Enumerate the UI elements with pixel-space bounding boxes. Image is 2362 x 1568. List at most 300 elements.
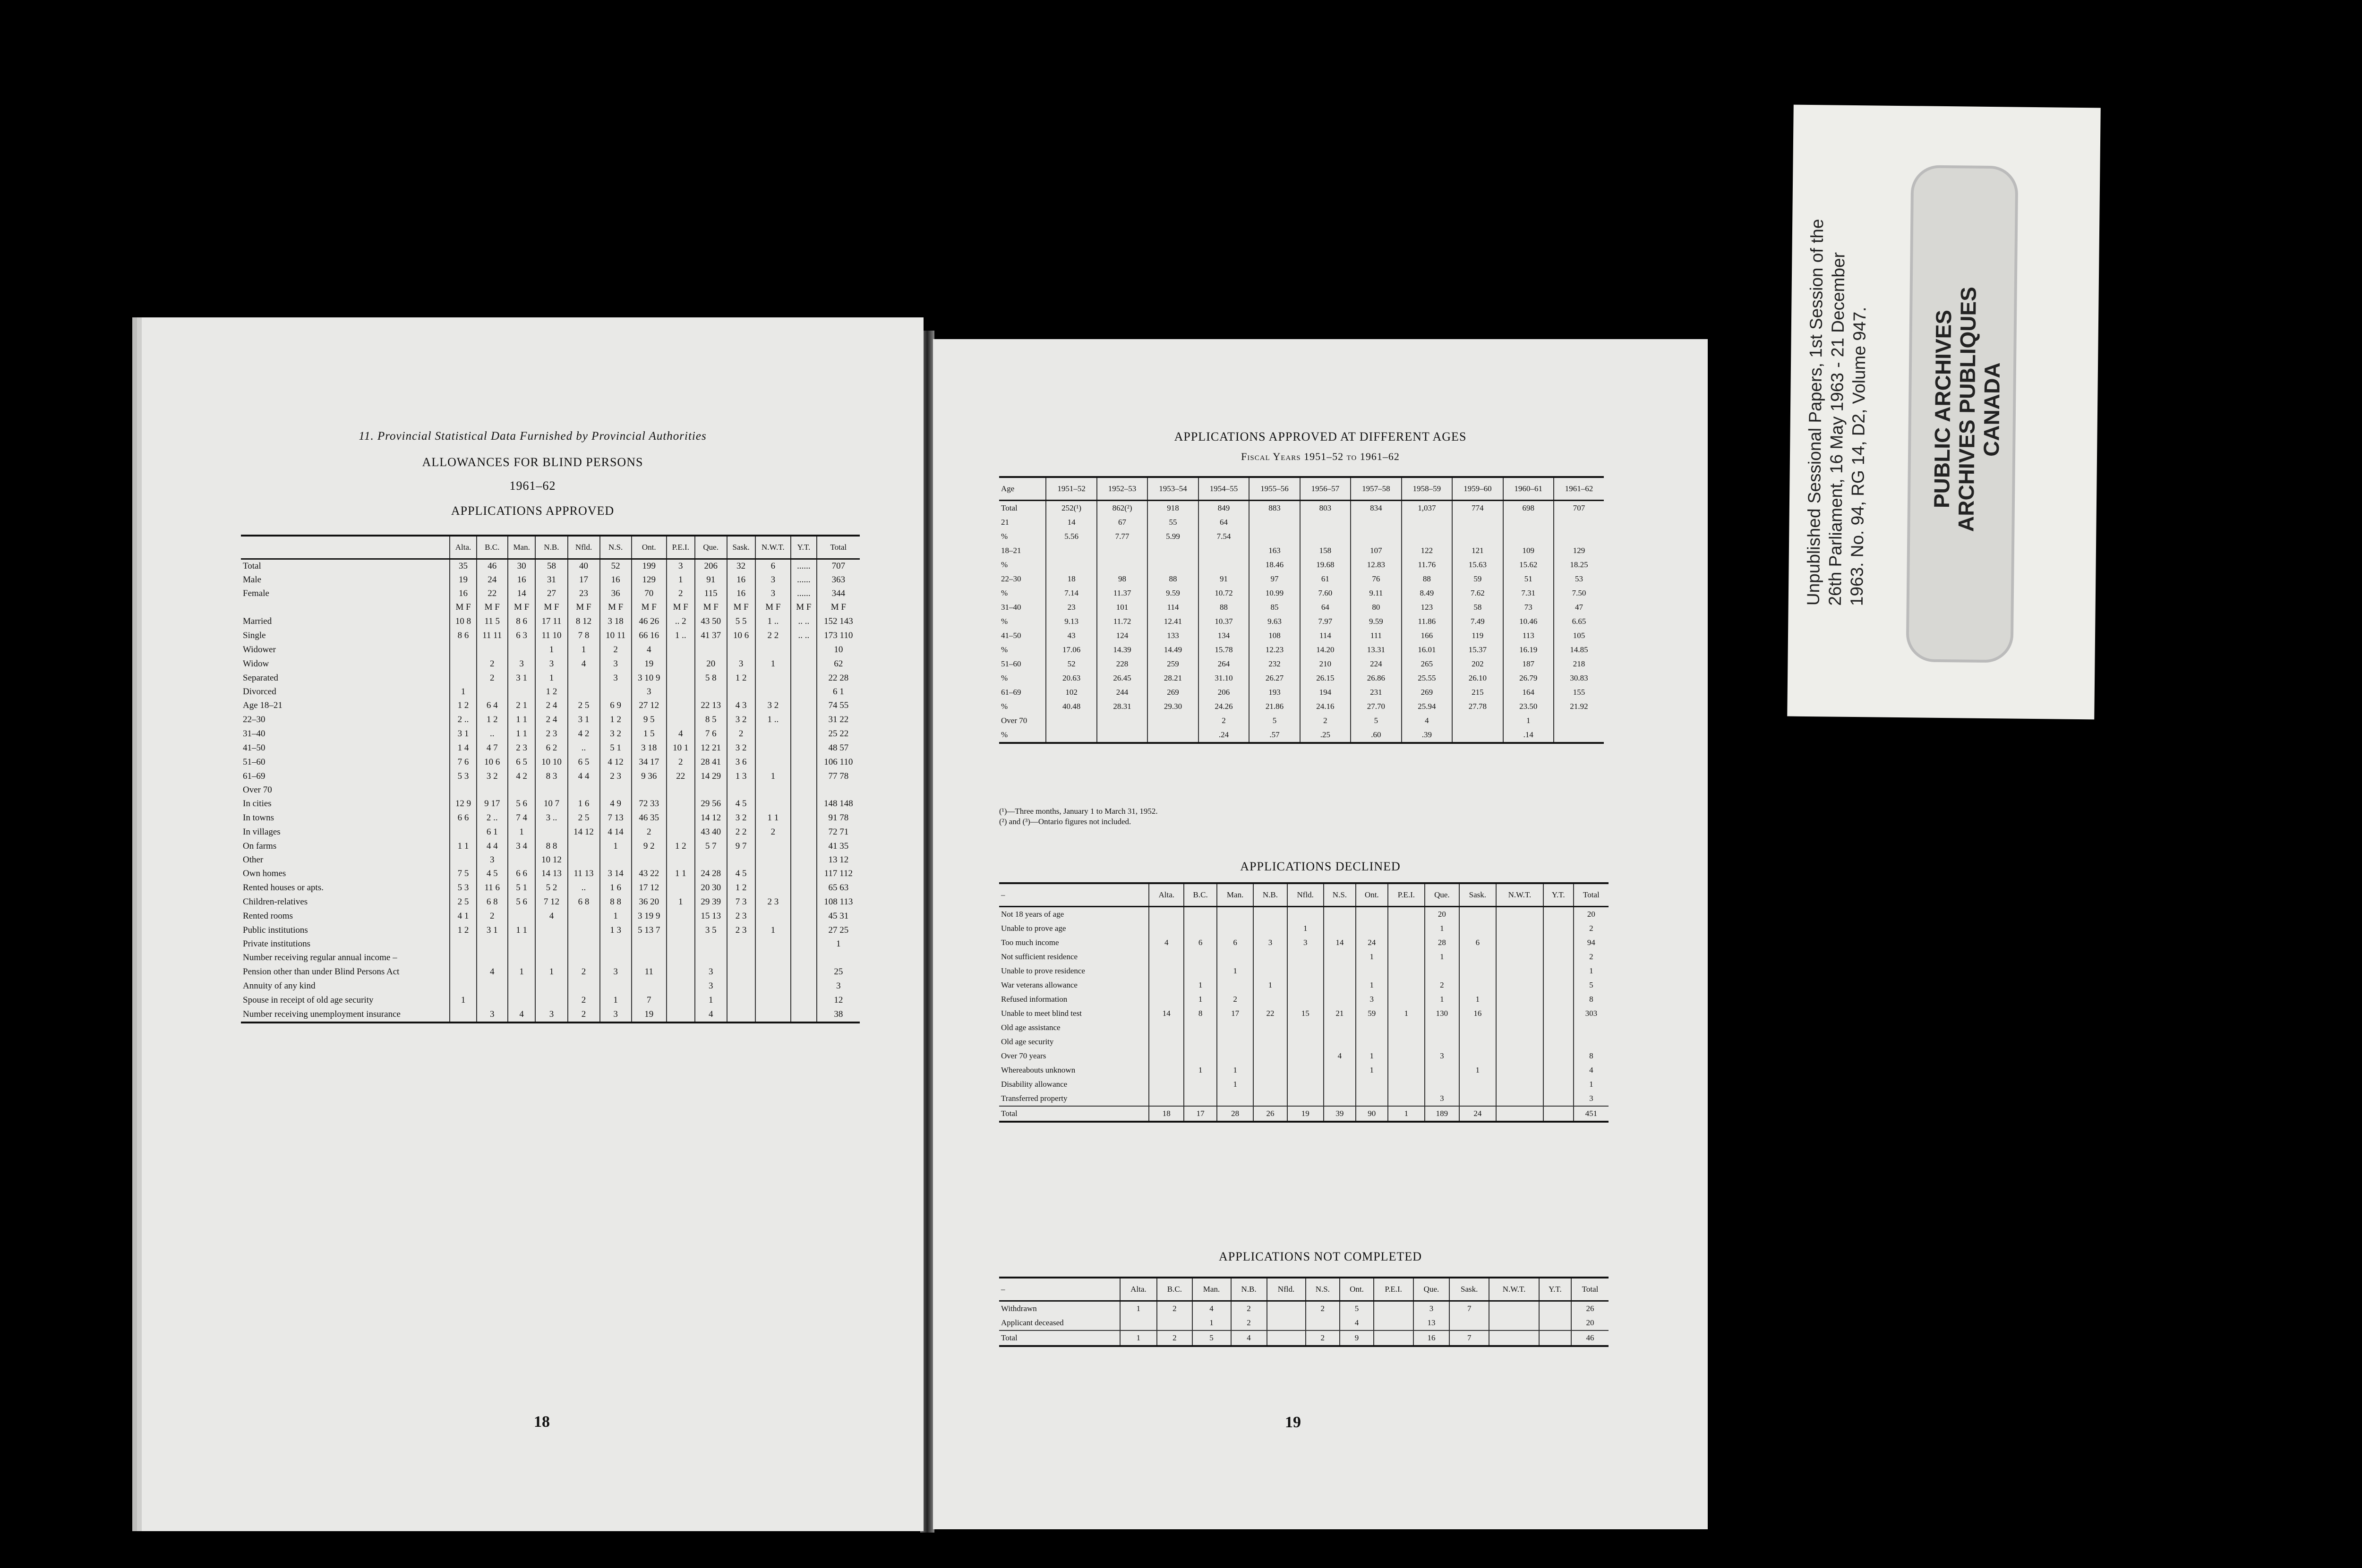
table-cell: 14.85 [1554,643,1604,657]
table-cell: 210 [1300,657,1351,671]
table-cell: 3 [695,965,727,979]
table-cell [1459,1035,1497,1049]
table-cell: 13.31 [1351,643,1401,657]
table-cell: 6 5 [568,755,600,769]
table-cell: 194 [1300,685,1351,699]
table-cell [1459,950,1497,964]
table-cell: 1 6 [568,797,600,811]
table-cell: 16 [450,587,476,600]
table-cell: 707 [1554,501,1604,516]
table-cell: 111 [1351,629,1401,643]
table-row [241,755,860,769]
table-cell [1388,1049,1425,1063]
table-row [241,923,860,937]
table-cell: 2 [1306,1330,1340,1346]
table-cell [791,699,816,713]
table-cell: M F [695,600,727,614]
table-cell: 15 [1287,1006,1324,1021]
row-label: In villages [243,827,281,837]
table-cell [667,965,695,979]
table-cell [450,657,476,671]
table-cell: 26.15 [1300,671,1351,685]
table-cell: 4 4 [477,839,508,853]
table-cell: 3 [695,979,727,993]
table-row [999,978,1609,992]
table-cell [791,825,816,839]
table-cell [667,797,695,811]
table-cell: 7.54 [1198,529,1249,544]
table-row [999,936,1609,950]
table-cell [791,811,816,825]
table-cell [1149,1091,1184,1106]
column-header: 1960–61 [1503,477,1554,501]
table-cell: 77 78 [817,769,860,784]
table-cell [1554,515,1604,529]
table-cell: 28 [1425,936,1459,950]
row-label: Annuity of any kind [243,981,316,991]
archive-reference-card [1787,105,2101,720]
row-label: In towns [243,813,274,823]
table-row [999,657,1604,671]
table-cell: 91 78 [817,811,860,825]
table-cell [695,643,727,657]
table-cell: 12 [817,993,860,1007]
column-header: 1954–55 [1198,477,1249,501]
table-cell [1217,1035,1253,1049]
table-cell [450,671,476,685]
column-header: 1959–60 [1452,477,1503,501]
table-cell [1496,964,1543,978]
table-cell: 7 3 [727,895,755,909]
table-cell: 4 [1149,936,1184,950]
table-cell: 6 6 [508,867,536,881]
table-cell: 9.59 [1351,614,1401,629]
table-cell: 2 5 [568,699,600,713]
table-cell: 5 1 [508,881,536,895]
table-cell: 46 35 [632,811,667,825]
table-row [241,713,860,727]
table-cell: 2 [600,643,632,657]
table-cell [755,951,791,965]
table-cell [1253,1035,1287,1049]
table-cell: 129 [1554,544,1604,558]
declined-title: APPLICATIONS DECLINED [1240,860,1401,873]
table-row [241,784,860,797]
table-row [241,727,860,741]
table-cell [1184,1077,1217,1091]
table-cell: 3 [535,657,567,671]
table-cell [1149,992,1184,1006]
column-header: Y.T. [1543,883,1574,907]
table-cell: 43 22 [632,867,667,881]
table-cell: 28 41 [695,755,727,769]
table-cell: 12.83 [1351,558,1401,572]
table-cell: 2 [1231,1316,1267,1330]
table-cell [1388,1077,1425,1091]
table-cell [450,965,476,979]
table-cell: 76 [1351,572,1401,586]
ages-title: APPLICATIONS APPROVED AT DIFFERENT AGES [1174,430,1467,443]
row-label: % [1001,702,1008,711]
table-cell: 849 [1198,501,1249,516]
table-cell: 883 [1249,501,1300,516]
table-cell: 107 [1351,544,1401,558]
column-header: Ont. [1356,883,1387,907]
table-cell [1253,1021,1287,1035]
table-cell [1046,544,1096,558]
table-cell [450,643,476,657]
table-cell: 2 [667,587,695,600]
table-cell [727,965,755,979]
table-cell: 74 55 [817,699,860,713]
table-cell [791,937,816,951]
table-cell: 6 [1459,936,1497,950]
table-cell: 2 [477,909,508,923]
table-cell: 2 2 [755,629,791,643]
table-cell [1184,921,1217,936]
table-cell [791,979,816,993]
table-cell [727,993,755,1007]
table-cell [1217,907,1253,922]
table-cell [1184,1049,1217,1063]
table-cell: 9 2 [632,839,667,853]
table-cell [791,867,816,881]
table-row [241,853,860,867]
table-cell: 9.59 [1147,586,1198,600]
table-cell: 29.30 [1147,699,1198,714]
table-cell: 47 [1554,600,1604,614]
page-year: 1961–62 [509,479,556,493]
table-cell [667,811,695,825]
column-header: Alta. [450,536,476,559]
table-cell [477,993,508,1007]
table-row [999,1035,1609,1049]
table-cell: 98 [1097,572,1147,586]
table-cell [1374,1330,1413,1346]
table-cell: 29 56 [695,797,727,811]
table-cell [1539,1301,1571,1316]
row-label: % [1001,645,1008,654]
table-cell: 14 [1324,936,1356,950]
table-cell: 7 [1449,1301,1489,1316]
table-cell: 2 [1300,714,1351,728]
table-cell [1388,936,1425,950]
table-cell: 7 5 [450,867,476,881]
table-cell: 2 .. [450,713,476,727]
table-cell: 2 3 [508,741,536,755]
table-cell [535,951,567,965]
table-cell [755,741,791,755]
table-cell: 20 [1425,907,1459,922]
row-label: 31–40 [243,729,265,739]
table-cell [1217,921,1253,936]
table-cell: M F [632,600,667,614]
table-cell [568,671,600,685]
column-header: Que. [1413,1278,1450,1301]
table-cell: 41 37 [695,629,727,643]
table-cell: 17 [1184,1106,1217,1122]
table-cell: 1 [1388,1106,1425,1122]
table-cell: 1 [1120,1330,1157,1346]
table-cell: 1 [535,965,567,979]
row-label: Widower [243,645,276,655]
table-cell: 11 13 [568,867,600,881]
table-cell: 9.13 [1046,614,1096,629]
table-cell [477,685,508,699]
table-cell [1388,907,1425,922]
table-cell [695,937,727,951]
table-cell: 1 [508,965,536,979]
row-label: 22–30 [243,715,265,724]
table-row [999,1006,1609,1021]
table-cell: 3 6 [727,755,755,769]
table-cell [1097,544,1147,558]
table-cell [1452,714,1503,728]
table-cell [667,923,695,937]
table-cell: 2 [568,993,600,1007]
table-cell: 18.46 [1249,558,1300,572]
table-cell: 5 3 [450,881,476,895]
table-cell: 28.21 [1147,671,1198,685]
table-cell: .39 [1402,728,1452,743]
table-cell: 11 11 [477,629,508,643]
table-cell [568,784,600,797]
table-cell: 5 [1192,1330,1231,1346]
table-cell: 8 6 [450,629,476,643]
table-cell [1388,978,1425,992]
table-cell: 3 [1425,1091,1459,1106]
table-row [999,699,1604,714]
table-cell: 11.76 [1402,558,1452,572]
column-header: N.S. [1306,1278,1340,1301]
table-cell [791,727,816,741]
table-row [999,1106,1609,1122]
table-cell [1459,978,1497,992]
table-row [999,501,1604,516]
table-cell: 10.72 [1198,586,1249,600]
table-cell: 2 [1574,921,1609,936]
row-label: Over 70 years [1001,1051,1046,1060]
table-row [241,1007,860,1023]
table-cell: 5 5 [727,614,755,629]
table-cell: 707 [817,559,860,573]
table-cell: 363 [817,573,860,587]
table-cell: .57 [1249,728,1300,743]
table-cell [755,839,791,853]
table-cell [535,979,567,993]
page-number: 18 [534,1413,550,1431]
table-cell [727,1007,755,1023]
table-row [241,867,860,881]
table-cell: 6 [1184,936,1217,950]
table-cell [568,923,600,937]
table-cell: 91 [695,573,727,587]
table-cell [477,937,508,951]
table-cell: 8 [1184,1006,1217,1021]
table-cell: 36 20 [632,895,667,909]
table-cell [727,643,755,657]
table-row [999,907,1609,922]
table-cell: 1 [1574,964,1609,978]
table-cell: .. 2 [667,614,695,629]
table-cell: 7 4 [508,811,536,825]
table-cell: 163 [1249,544,1300,558]
table-cell [755,881,791,895]
table-cell [1253,1063,1287,1077]
table-cell [508,951,536,965]
table-cell: 7 6 [695,727,727,741]
table-cell [1402,515,1452,529]
table-cell [667,713,695,727]
table-cell [477,784,508,797]
row-label: % [1001,673,1008,682]
table-cell: 108 [1249,629,1300,643]
table-row [241,979,860,993]
table-cell: 3 1 [568,713,600,727]
table-cell: 26.27 [1249,671,1300,685]
table-cell: 3 [477,853,508,867]
table-cell: 3 [1287,936,1324,950]
table-cell: 102 [1046,685,1096,699]
table-cell: 7 12 [535,895,567,909]
table-cell: 3 [535,1007,567,1023]
table-cell [1496,936,1543,950]
table-cell: 1 3 [727,769,755,784]
page-subtitle: ALLOWANCES FOR BLIND PERSONS [422,455,643,469]
table-cell: 26.10 [1452,671,1503,685]
table-cell: 2 [667,755,695,769]
table-cell: 3 [1413,1301,1450,1316]
table-cell: 1 [667,895,695,909]
table-cell: 24 28 [695,867,727,881]
table-cell: 4 [1192,1301,1231,1316]
table-cell: 1 [600,993,632,1007]
table-cell: 11 6 [477,881,508,895]
table-cell [1267,1330,1306,1346]
table-cell [1324,921,1356,936]
table-row [999,629,1604,643]
row-label: Unable to meet blind test [1001,1009,1082,1018]
table-cell: 4 [1402,714,1452,728]
table-cell: 6 1 [477,825,508,839]
table-cell [727,784,755,797]
table-cell: 58 [535,559,567,573]
table-cell [450,951,476,965]
table-cell: 24 [1356,936,1387,950]
table-cell [1253,964,1287,978]
table-cell [755,727,791,741]
table-cell: 43 40 [695,825,727,839]
table-cell: 1 [755,923,791,937]
column-header: N.W.T. [1489,1278,1539,1301]
table-cell [1503,515,1554,529]
table-cell: 17 [1217,1006,1253,1021]
table-cell: 155 [1554,685,1604,699]
table-cell [791,643,816,657]
table-cell [1459,964,1497,978]
table-cell: 6 6 [450,811,476,825]
table-cell: 1 [1217,964,1253,978]
table-cell [755,965,791,979]
table-cell: 117 112 [817,867,860,881]
table-cell: 8.49 [1402,586,1452,600]
table-cell [667,825,695,839]
table-cell: 114 [1300,629,1351,643]
table-cell: 6 2 [535,741,567,755]
column-header: P.E.I. [667,536,695,559]
table-cell: 129 [632,573,667,587]
table-cell [1147,558,1198,572]
table-cell: 5 7 [695,839,727,853]
table-cell: 7.62 [1452,586,1503,600]
table-cell [1184,1091,1217,1106]
table-cell: 2 [727,727,755,741]
table-cell: 24 [477,573,508,587]
table-cell: 22 28 [817,671,860,685]
table-cell [1539,1316,1571,1330]
row-label: Total [999,1106,1149,1122]
table-cell: 27.70 [1351,699,1401,714]
table-cell: 1 1 [508,923,536,937]
table-cell: 199 [632,559,667,573]
table-cell: 73 [1503,600,1554,614]
table-row [999,1049,1609,1063]
table-cell: 1 [1120,1301,1157,1316]
table-cell [791,769,816,784]
table-cell: 25.94 [1402,699,1452,714]
table-cell: 21 [1324,1006,1356,1021]
table-cell [1425,1077,1459,1091]
table-cell: 4 [632,643,667,657]
table-cell: 3 [508,657,536,671]
table-cell: .. .. [791,614,816,629]
table-cell: 3 [1356,992,1387,1006]
table-cell: 3 14 [600,867,632,881]
table-cell: 122 [1402,544,1452,558]
table-cell: 85 [1249,600,1300,614]
table-cell: 166 [1402,629,1452,643]
table-cell: 218 [1554,657,1604,671]
table-cell [568,909,600,923]
table-cell [817,951,860,965]
table-cell [1324,950,1356,964]
table-cell [1489,1316,1539,1330]
table-cell [1496,992,1543,1006]
table-cell: 6 5 [508,755,536,769]
table-cell: 5 6 [508,797,536,811]
table-cell [1574,1035,1609,1049]
table-cell: 1 1 [667,867,695,881]
table-cell: 11.37 [1097,586,1147,600]
table-cell [508,784,536,797]
row-label: Over 70 [243,785,272,795]
table-cell: 1 [450,685,476,699]
table-cell: 8 5 [695,713,727,727]
table-cell [568,951,600,965]
table-cell [1147,714,1198,728]
table-cell: 2 3 [535,727,567,741]
table-cell: 23 [568,587,600,600]
table-cell: 3 2 [477,769,508,784]
table-cell [667,881,695,895]
column-header: Sask. [727,536,755,559]
table-cell: 5 [1574,978,1609,992]
table-cell: 10 12 [535,853,567,867]
table-cell: 1 2 [450,923,476,937]
table-cell: 1 [1425,921,1459,936]
table-cell: 5 [1351,714,1401,728]
table-cell: 4 5 [727,797,755,811]
